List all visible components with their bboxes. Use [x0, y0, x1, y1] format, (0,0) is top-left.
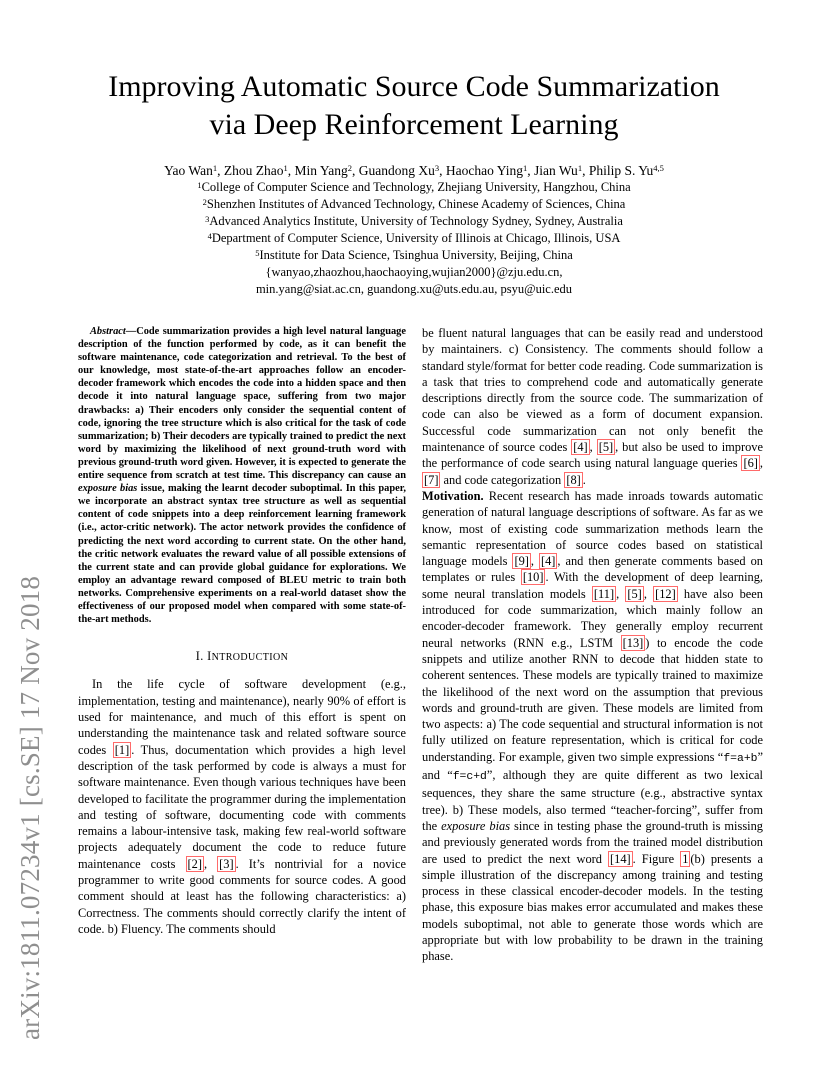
text-run: ) to encode the code snippets and utilize another RNN to decode that hidden state to coherent sentences. These models are typically trained to maximize the likelihood of the next word on the assumption that previous words and ground-truth are given. These models are limited from two aspects: a) The code sequential and structural information is not fully utilized on feature representation, which is critical for code understanding. For example, given two simple expressions “: [422, 635, 763, 764]
aff-text: Department of Computer Science, University of Illinois at Chicago, Illinois, USA: [211, 231, 621, 245]
text-run: since in testing phase the ground-truth is missing and previously generated words from the trained model distribution are used to predict the next word: [422, 818, 763, 866]
text-run: ,: [643, 586, 654, 601]
citation-link[interactable]: [625, 586, 643, 602]
citation-text: [14]: [610, 851, 631, 866]
text-run: , but also be used to improve the performance of code search using natural language queries: [422, 440, 763, 471]
citation-text: [3]: [219, 856, 234, 871]
citation-text: [2]: [187, 856, 202, 871]
aff-text: Shenzhen Institutes of Advanced Technology, Chinese Academy of Sciences, China: [206, 197, 626, 211]
section-smallcaps: NTRODUCTION: [211, 652, 289, 664]
text-run: . With the development of deep learning, some neural translation models: [422, 570, 763, 601]
author-list: [40, 162, 788, 179]
aff-sup: 5: [255, 248, 260, 258]
citation-link[interactable]: [521, 569, 546, 585]
affiliation: [40, 247, 788, 264]
citation-link[interactable]: [422, 472, 440, 488]
aff-sup: 2: [202, 197, 207, 207]
citation-text: [12]: [655, 586, 676, 601]
author-name: , Jian Wu: [527, 163, 578, 178]
author-sup: 2: [347, 163, 352, 173]
author-name: Yao Wan: [164, 163, 213, 178]
figure-ref-text: 1: [682, 851, 689, 866]
text-run: .: [582, 472, 586, 487]
author-sup: 1: [522, 163, 528, 173]
text-run: ,: [203, 856, 218, 871]
citation-text: [4]: [573, 440, 588, 455]
text-run: . It’s nontrivial for a novice programmer to write good comments for source codes. A good comment should at least has the following characteristics: a) Correctness. The comments should correctly clarify the intent of code. b) Fluency. The comments should: [78, 856, 406, 936]
aff-text: Advanced Analytics Institute, University of Technology Sydney, Sydney, Australia: [209, 214, 623, 228]
author-sup: 1: [283, 163, 288, 173]
code-expression: f=c+d: [452, 771, 487, 784]
author-block: [40, 162, 788, 298]
text-run: ,: [589, 440, 597, 455]
citation-text: [13]: [622, 635, 644, 650]
abstract-label: Abstract: [90, 326, 126, 337]
abstract: [78, 325, 406, 626]
aff-sup: 4: [207, 231, 212, 241]
text-run: . Figure: [632, 851, 681, 866]
arxiv-side-stamp: arXiv:1811.07234v1 [cs.SE] 17 Nov 2018: [15, 575, 45, 1040]
emphasis-text: exposure bias: [441, 818, 511, 833]
citation-link[interactable]: [564, 472, 582, 488]
left-column: [78, 325, 406, 937]
text-run: ,: [616, 586, 626, 601]
aff-text: College of Computer Science and Technology, Zhejiang University, Hangzhou, China: [201, 180, 631, 194]
citation-link[interactable]: [539, 553, 557, 569]
citation-text: [6]: [743, 456, 758, 471]
text-run: (b) presents a simple illustration of the discrepancy among training and testing process in these classical encoder-decoder models. In the testing phase, this exposure bias makes error accumulated and makes these models suboptimal, not able to generate those words which are appropriate but with low probability to be drawn in the training phase.: [422, 851, 763, 964]
intro-paragraph: [78, 676, 406, 937]
author-name: , Philip S. Yu: [582, 163, 654, 178]
author-sup: 3: [434, 163, 440, 173]
section-number: I.: [195, 649, 208, 664]
citation-text: [5]: [627, 586, 642, 601]
text-run: be fluent natural languages that can be easily read and understood by maintainers. c) Consistency. The comments should follow a standard style/format for better code reading. Code summarization is a task that tries to comprehend code and automatically generate descriptions directly from the source code. The summarization of code can also be viewed as a form of document expansion. Successful code summarization can not only benefit the maintenance of source codes: [422, 326, 763, 455]
citation-link[interactable]: [597, 439, 615, 455]
section-heading: [78, 648, 406, 666]
figure-link[interactable]: [680, 851, 690, 867]
text-run: ”, although they are quite different as two lexical sequences, they share the same structure (e.g., abstractive syntax tree). b) These models, also termed “teacher-forcing”, suffer from the: [422, 768, 763, 833]
citation-link[interactable]: [592, 586, 616, 602]
aff-sup: 1: [197, 180, 202, 190]
code-expression: f=a+b: [723, 752, 758, 765]
motivation-heading: Motivation.: [422, 488, 484, 503]
citation-text: [7]: [424, 472, 439, 487]
citation-text: [4]: [540, 554, 556, 569]
citation-link[interactable]: [621, 635, 646, 651]
abstract-text: issue, making the learnt decoder suboptimal. In this paper, we incorporate an abstract syntax tree structure as well as sequential content of code snippets into a deep reinforcement learning framework (i.e., actor-critic network). The actor network provides the confidence of predicting the next word according to current state. On the other hand, the critic network evaluates the reward value of all possible extensions of the current state and can provide global guidance for explorations. We employ an advantage reward composed of BLEU metric to train both networks. Comprehensive experiments on a real-world dataset show the effectiveness of our proposed model when compared with some state-of-the-art methods.: [78, 483, 406, 626]
citation-link[interactable]: [113, 742, 131, 758]
citation-text: [9]: [514, 554, 529, 569]
author-name: , Min Yang: [287, 163, 348, 178]
citation-link[interactable]: [571, 439, 589, 455]
paper-title: [40, 68, 788, 144]
citation-link[interactable]: [653, 586, 678, 602]
right-column: [422, 325, 763, 965]
text-run: , and then generate comments based on templates or rules: [422, 554, 763, 585]
text-run: and code categorization: [440, 472, 565, 487]
text-run: . Thus, documentation which provides a high level description of the task performed by code is always a must for software maintenance. Even though various techniques have been developed to facilitate the programmer during the implementation and testing of software, documenting code with comments remains a labour-intensive task, making few real-world software projects adequately document the code to reduce future maintenance costs: [78, 742, 406, 871]
citation-text: [11]: [593, 586, 615, 601]
citation-text: [10]: [522, 570, 544, 585]
abstract-emphasis: exposure bias: [78, 483, 138, 495]
citation-text: [8]: [566, 472, 581, 487]
email-line: {wanyao,zhaozhou,haochaoying,wujian2000}@zju.edu.cn,: [265, 265, 563, 279]
text-run: ” and “: [422, 749, 763, 783]
text-run: ,: [530, 554, 539, 569]
author-sup: 1: [212, 163, 218, 173]
motivation-paragraph: [422, 488, 763, 965]
citation-link[interactable]: [741, 455, 759, 471]
aff-sup: 3: [205, 214, 210, 224]
text-run: ,: [759, 456, 763, 471]
affiliation: [40, 230, 788, 247]
text-run: Recent research has made inroads towards automatic generation of natural language descriptions of software. As far as we know, most of existing code summarization methods learn the semantic representation of source codes based on statistical language models: [422, 488, 763, 569]
author-sup: 4,5: [653, 163, 664, 173]
citation-link[interactable]: [217, 856, 235, 872]
author-name: , Zhou Zhao: [217, 163, 284, 178]
author-name: , Haochao Ying: [439, 163, 523, 178]
body-paragraph: [422, 325, 763, 488]
citation-link[interactable]: [608, 851, 633, 867]
citation-text: [5]: [598, 440, 614, 455]
text-run: In the life cycle of software development (e.g., implementation, testing and maintenance), nearly 90% of effort is used for maintenance, and much of this effort is spent on understanding the maintenance task and related software source codes: [78, 677, 406, 757]
citation-link[interactable]: [512, 553, 530, 569]
author-sup: 1: [577, 163, 583, 173]
affiliation: [40, 213, 788, 230]
text-run: have also been introduced for code summarization, which mainly follow an encoder-decoder framework. They generally employ recurrent neural networks (RNN e.g., LSTM: [422, 586, 763, 650]
citation-text: [1]: [114, 742, 130, 757]
aff-text: Institute for Data Science, Tsinghua University, Beijing, China: [259, 248, 573, 262]
affiliation: [40, 179, 788, 196]
title-line-1: Improving Automatic Source Code Summarization: [108, 70, 720, 103]
email-line: min.yang@siat.ac.cn, guandong.xu@uts.edu.au, psyu@uic.edu: [255, 282, 573, 296]
section-cap: I: [207, 649, 212, 664]
title-line-2: via Deep Reinforcement Learning: [209, 108, 619, 141]
author-name: , Guandong Xu: [351, 163, 435, 178]
abstract-text: —Code summarization provides a high level natural language description of the function performed by code, as it can benefit the software maintenance, code categorization and retrieval. To the best of our knowledge, most state-of-the-art approaches follow an encoder-decoder framework which encodes the code into a hidden space and then decode it into natural language space, suffering from two major drawbacks: a) Their encoders only consider the sequential content of code, ignoring the tree structure which is also critical for the task of code summarization; b) Their decoders are typically trained to predict the next word by maximizing the likelihood of next ground-truth word with previous ground-truth word given. However, it is expected to generate the entire sequence from scratch at test time. This discrepancy can cause an: [78, 326, 406, 482]
citation-link[interactable]: [186, 856, 204, 872]
affiliation: [40, 196, 788, 213]
